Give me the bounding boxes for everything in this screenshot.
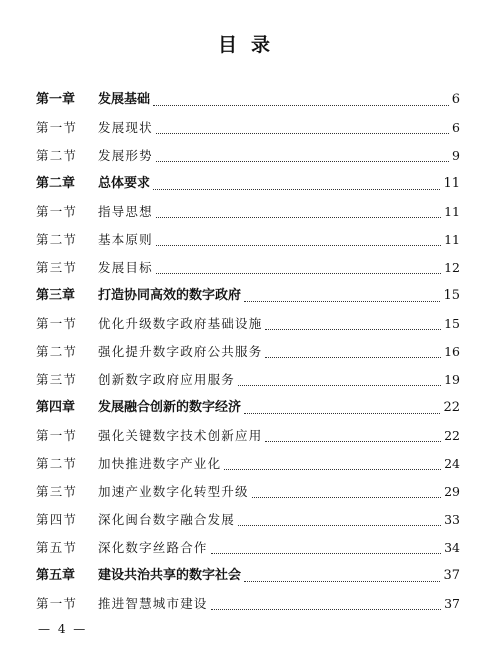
- entry-title: 总体要求: [98, 176, 151, 191]
- dot-leader: [244, 301, 440, 302]
- dot-leader: [156, 273, 441, 274]
- dot-leader: [156, 161, 449, 162]
- entry-number: 第三节: [36, 372, 78, 387]
- entry-number: 第五章: [36, 568, 76, 583]
- entry-number: 第一章: [36, 92, 76, 107]
- dot-leader: [265, 329, 441, 330]
- entry-number: 第四节: [36, 512, 78, 527]
- entry-number: 第二节: [36, 456, 78, 471]
- entry-number: 第一节: [36, 596, 78, 611]
- toc-entry[interactable]: [36, 534, 460, 562]
- entry-number: 第二节: [36, 344, 78, 359]
- entry-title: 发展现状: [98, 120, 153, 135]
- dot-leader: [238, 525, 441, 526]
- dot-leader: [156, 245, 441, 246]
- toc-entry[interactable]: [36, 506, 460, 534]
- dot-leader: [156, 217, 441, 218]
- entry-number: 第二节: [36, 232, 78, 247]
- toc-entry[interactable]: [36, 282, 460, 310]
- entry-title: 指导思想: [98, 204, 153, 219]
- toc-entry[interactable]: [36, 366, 460, 394]
- entry-number: 第一节: [36, 316, 78, 331]
- entry-page: 33: [444, 512, 460, 527]
- entry-title: 优化升级数字政府基础设施: [98, 316, 263, 331]
- entry-number: 第三节: [36, 260, 78, 275]
- entry-number: 第二节: [36, 148, 78, 163]
- toc-entry[interactable]: [36, 450, 460, 478]
- entry-title: 深化闽台数字融合发展: [98, 512, 236, 527]
- toc-entry[interactable]: [36, 422, 460, 450]
- entry-number: 第一节: [36, 204, 78, 219]
- entry-title: 建设共治共享的数字社会: [98, 568, 242, 583]
- entry-title: 发展融合创新的数字经济: [98, 400, 242, 415]
- dot-leader: [156, 133, 449, 134]
- entry-page: 11: [444, 232, 460, 247]
- entry-title: 加速产业数字化转型升级: [98, 484, 249, 499]
- dot-leader: [265, 441, 441, 442]
- entry-number: 第三章: [36, 288, 76, 303]
- entry-title: 发展形势: [98, 148, 153, 163]
- entry-page: 6: [451, 92, 460, 107]
- dot-leader: [153, 189, 440, 190]
- entry-title: 发展目标: [98, 260, 153, 275]
- entry-page: 15: [443, 288, 460, 303]
- entry-number: 第一节: [36, 428, 78, 443]
- toc-entry[interactable]: [36, 114, 460, 142]
- toc-entry[interactable]: [36, 254, 460, 282]
- dot-leader: [244, 413, 440, 414]
- toc-entry[interactable]: [36, 198, 460, 226]
- toc-entry[interactable]: [36, 310, 460, 338]
- entry-page: 34: [444, 540, 460, 555]
- dot-leader: [252, 497, 441, 498]
- entry-page: 11: [444, 204, 460, 219]
- entry-page: 37: [443, 568, 460, 583]
- entry-number: 第四章: [36, 400, 76, 415]
- toc-entry[interactable]: [36, 338, 460, 366]
- entry-page: 37: [444, 596, 460, 611]
- entry-page: 12: [444, 260, 460, 275]
- entry-title: 推进智慧城市建设: [98, 596, 208, 611]
- dot-leader: [238, 385, 441, 386]
- toc-entry[interactable]: [36, 170, 460, 198]
- toc-entry[interactable]: [36, 478, 460, 506]
- entry-number: 第一节: [36, 120, 78, 135]
- entry-page: 22: [444, 428, 460, 443]
- toc-entry[interactable]: [36, 590, 460, 618]
- entry-title: 深化数字丝路合作: [98, 540, 208, 555]
- table-of-contents: [36, 86, 460, 618]
- entry-number: 第二章: [36, 176, 76, 191]
- entry-page: 19: [444, 372, 460, 387]
- entry-page: 24: [444, 456, 460, 471]
- entry-title: 加快推进数字产业化: [98, 456, 222, 471]
- page-number-footer: — 4 —: [38, 622, 88, 636]
- toc-entry[interactable]: [36, 394, 460, 422]
- entry-page: 29: [444, 484, 460, 499]
- toc-entry[interactable]: [36, 142, 460, 170]
- entry-page: 16: [444, 344, 460, 359]
- toc-entry[interactable]: [36, 226, 460, 254]
- entry-page: 22: [443, 400, 460, 415]
- entry-title: 创新数字政府应用服务: [98, 372, 236, 387]
- dot-leader: [244, 581, 440, 582]
- entry-page: 15: [444, 316, 460, 331]
- toc-entry[interactable]: [36, 86, 460, 114]
- dot-leader: [211, 553, 441, 554]
- entry-number: 第三节: [36, 484, 78, 499]
- entry-title: 强化提升数字政府公共服务: [98, 344, 263, 359]
- toc-entry[interactable]: [36, 562, 460, 590]
- entry-title: 基本原则: [98, 232, 153, 247]
- dot-leader: [211, 609, 441, 610]
- dot-leader: [224, 469, 441, 470]
- entry-page: 9: [452, 148, 460, 163]
- dot-leader: [153, 105, 449, 106]
- entry-page: 11: [443, 176, 460, 191]
- entry-page: 6: [452, 120, 460, 135]
- entry-title: 打造协同高效的数字政府: [98, 288, 242, 303]
- dot-leader: [265, 357, 441, 358]
- entry-title: 强化关键数字技术创新应用: [98, 428, 263, 443]
- entry-title: 发展基础: [98, 92, 151, 107]
- toc-title: 目录: [217, 34, 284, 56]
- entry-number: 第五节: [36, 540, 78, 555]
